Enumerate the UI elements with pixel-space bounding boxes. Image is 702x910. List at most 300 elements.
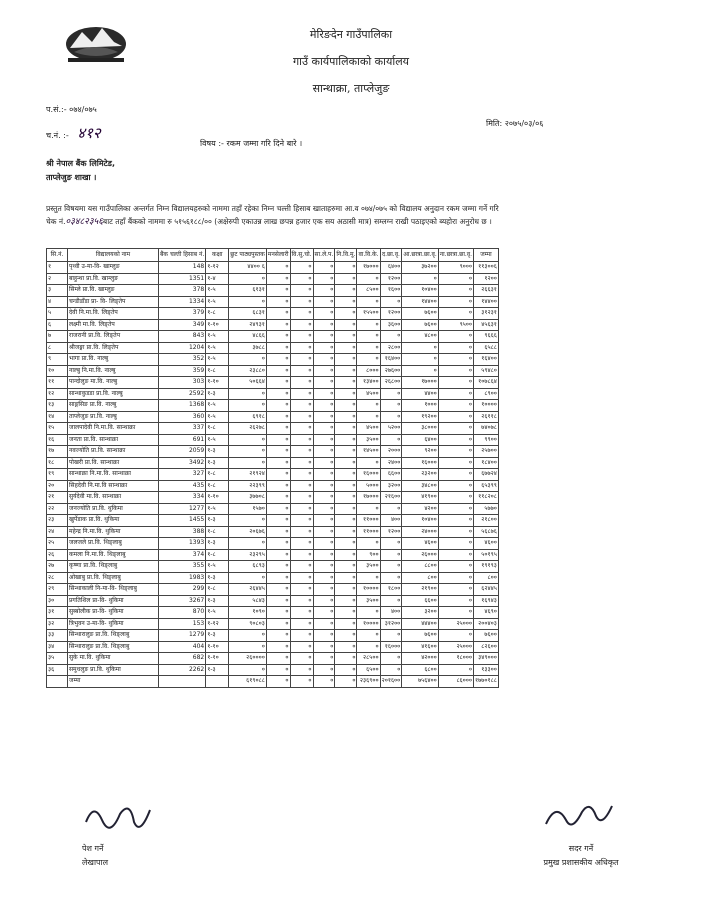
table-cell: ०	[357, 503, 380, 515]
table-cell: ०	[438, 400, 473, 412]
table-cell: ०	[266, 423, 290, 435]
table-cell: ०	[290, 515, 313, 527]
table-cell: ०	[335, 526, 357, 538]
table-cell: 327	[159, 469, 206, 481]
table-cell: ३४	[47, 641, 68, 653]
table-cell: ०	[313, 630, 335, 642]
table-cell: ६२४४५	[474, 584, 499, 596]
table-cell: ३७८८	[229, 342, 267, 354]
table-cell: 1279	[159, 630, 206, 642]
table-cell: ८८००	[402, 561, 438, 573]
table-cell: प्रगतिशिल प्रा-वि- थुकिमा	[68, 595, 159, 607]
table-cell: २५	[47, 538, 68, 550]
table-cell: ०	[438, 342, 473, 354]
table-cell: 153	[159, 618, 206, 630]
table-cell: ०	[357, 457, 380, 469]
table-row	[47, 446, 499, 458]
table-cell: १-३	[206, 630, 229, 642]
table-cell: ०	[335, 285, 357, 297]
table-cell: ४४००	[402, 388, 438, 400]
table-cell: ०	[266, 572, 290, 584]
left-sign-role2: लेखापाल	[82, 858, 109, 867]
table-cell: 1351	[159, 273, 206, 285]
table-row	[47, 538, 499, 550]
table-cell: ०	[290, 308, 313, 320]
table-cell: ६४००	[380, 262, 402, 274]
table-row	[47, 365, 499, 377]
table-cell: ०	[357, 354, 380, 366]
table-cell: ०	[380, 664, 402, 676]
chn-value: ४१२	[77, 124, 101, 142]
table-cell: ०	[335, 423, 357, 435]
table-cell: 148	[159, 262, 206, 274]
table-cell: १००००	[357, 584, 380, 596]
table-cell: ०	[357, 273, 380, 285]
accountant-signature	[80, 792, 160, 840]
table-cell: ७	[47, 331, 68, 343]
table-cell: 1393	[159, 538, 206, 550]
table-cell: ०	[313, 411, 335, 423]
table-cell: २१८००	[474, 515, 499, 527]
table-cell: ५९४८०	[474, 365, 499, 377]
table-cell: ०	[266, 664, 290, 676]
table-cell: खुर्पेडाक प्रा.वि. थुकिमा	[68, 515, 159, 527]
table-cell: ०	[290, 595, 313, 607]
table-cell: ०	[438, 549, 473, 561]
table-cell: ०	[229, 446, 267, 458]
table-cell: 2262	[159, 664, 206, 676]
table-cell: ०	[438, 388, 473, 400]
total-cell: ८६०००	[438, 676, 473, 688]
table-cell: १८४००	[474, 457, 499, 469]
table-cell: ०	[290, 285, 313, 297]
table-cell: ४६००	[402, 538, 438, 550]
table-cell: राजरानी प्रा.वि. लिङ्तेप	[68, 331, 159, 343]
table-row	[47, 595, 499, 607]
table-cell: ०	[313, 618, 335, 630]
column-header: बैंक चल्ती हिसाब नं.	[159, 249, 206, 262]
table-cell: ०	[335, 630, 357, 642]
table-cell: ०	[290, 446, 313, 458]
table-cell: ३२००	[402, 607, 438, 619]
table-cell: ०	[290, 319, 313, 331]
table-cell: १-१०	[206, 377, 229, 389]
table-cell: ०	[313, 526, 335, 538]
table-cell: १९१९३	[474, 561, 499, 573]
table-cell: २०	[47, 480, 68, 492]
table-cell: १३३००	[474, 664, 499, 676]
table-row	[47, 273, 499, 285]
table-cell: १-८	[206, 549, 229, 561]
right-sign-role1: सदर गर्ने	[568, 844, 594, 853]
table-cell: १-५	[206, 331, 229, 343]
table-cell: ०	[266, 561, 290, 573]
table-cell: ७६००	[402, 319, 438, 331]
office-location: सान्थाक्रा, ताप्लेजुङ	[312, 82, 390, 95]
table-cell: ०	[438, 515, 473, 527]
table-cell: ०	[266, 377, 290, 389]
table-cell: १-३	[206, 446, 229, 458]
table-cell: १-८	[206, 584, 229, 596]
table-cell: ०	[313, 595, 335, 607]
table-cell: ०	[266, 503, 290, 515]
table-cell: चन्डीडाँडा प्रा- वि- लिङ्तेप	[68, 296, 159, 308]
table-cell: ०	[266, 492, 290, 504]
table-cell: ०	[290, 365, 313, 377]
table-row	[47, 319, 499, 331]
table-row	[47, 354, 499, 366]
table-cell: ०	[313, 641, 335, 653]
table-cell: ०	[266, 653, 290, 665]
table-cell: ०	[357, 607, 380, 619]
total-cell: ६१९०८८	[229, 676, 267, 688]
table-cell: ०	[266, 526, 290, 538]
table-cell: १-४	[206, 273, 229, 285]
table-cell: २१	[47, 492, 68, 504]
table-cell: ०	[290, 354, 313, 366]
table-cell: 1368	[159, 400, 206, 412]
column-header: वा.वि.के.	[357, 249, 380, 262]
table-cell: ०	[313, 561, 335, 573]
table-cell: ४२००	[402, 503, 438, 515]
column-header: द.छा.वृ.	[380, 249, 402, 262]
table-row	[47, 342, 499, 354]
table-cell: ०	[380, 400, 402, 412]
table-cell: ४४४००	[402, 618, 438, 630]
org-name: मेरिङदेन गाउँपालिका	[309, 28, 393, 41]
table-cell: ०	[335, 607, 357, 619]
table-cell: १२	[47, 388, 68, 400]
table-cell: ०	[290, 480, 313, 492]
table-cell: ०	[438, 377, 473, 389]
table-cell: ३१२००	[380, 618, 402, 630]
table-cell: ४१६००	[402, 641, 438, 653]
table-cell: ०	[335, 308, 357, 320]
table-cell: सिम्ले प्रा.वि. खाम्लुङ	[68, 285, 159, 297]
table-cell: २६०००	[402, 549, 438, 561]
table-cell: 352	[159, 354, 206, 366]
table-cell: ९००	[357, 549, 380, 561]
table-cell: ०	[229, 273, 267, 285]
table-cell: ०	[438, 572, 473, 584]
table-cell: १९	[47, 469, 68, 481]
recipient-block	[46, 157, 115, 185]
table-cell: १-५	[206, 411, 229, 423]
table-cell: ३५००	[357, 561, 380, 573]
table-cell: २	[47, 273, 68, 285]
table-cell: ०	[335, 262, 357, 274]
table-cell: ०	[402, 273, 438, 285]
table-cell: १०७८६४	[474, 377, 499, 389]
total-cell	[47, 676, 68, 688]
table-cell: १६०००	[357, 469, 380, 481]
table-cell: पान्दोलुङ मा.वि. नाल्बु	[68, 377, 159, 389]
table-cell: २५०००	[438, 618, 473, 630]
table-cell: ६६००	[380, 469, 402, 481]
body-para2-rest: बाट तहाँ बैंकको नाममा रु ५१५६१८८/०० (अक्षेरुपी एकाउन्न लाख छपन्न हजार एक सय अठासी मात्र) सम्लग्न राखी पठाइएको ब्यहोरा अनुरोध छ ।	[102, 217, 492, 226]
table-cell: ०	[313, 469, 335, 481]
table-cell: ०	[335, 653, 357, 665]
table-cell: ०	[266, 331, 290, 343]
table-row	[47, 641, 499, 653]
table-cell: १०००	[402, 400, 438, 412]
table-cell: ०	[335, 273, 357, 285]
table-cell: ०	[266, 262, 290, 274]
table-row	[47, 377, 499, 389]
chn-label: च.नं. :-	[46, 131, 69, 140]
table-cell: ०	[335, 388, 357, 400]
table-cell: ०	[335, 503, 357, 515]
table-cell: ०	[335, 434, 357, 446]
table-cell: ३४९०००	[474, 653, 499, 665]
table-cell: ०	[313, 457, 335, 469]
table-cell: ०	[438, 308, 473, 320]
column-header: सा.ले.प.	[313, 249, 335, 262]
table-cell: ६५८८	[474, 342, 499, 354]
right-sign-role2: प्रमुख प्रशासकीय अधिकृत	[543, 858, 619, 867]
column-header: जम्मा	[474, 249, 499, 262]
table-cell: १६४००	[474, 354, 499, 366]
table-cell: २१६००	[380, 492, 402, 504]
table-cell: १-१०	[206, 492, 229, 504]
table-cell: 1983	[159, 572, 206, 584]
table-cell: १-८	[206, 365, 229, 377]
table-cell: ४५००	[357, 388, 380, 400]
column-header: कक्षा	[206, 249, 229, 262]
table-cell: ०	[438, 285, 473, 297]
table-cell: १-३	[206, 572, 229, 584]
table-cell: 360	[159, 411, 206, 423]
table-cell: १८००	[380, 584, 402, 596]
table-cell: २४०००	[402, 526, 438, 538]
table-cell: ०	[313, 308, 335, 320]
table-cell: ८०००	[357, 365, 380, 377]
table-cell: ०	[290, 262, 313, 274]
table-cell: ३२	[47, 618, 68, 630]
table-cell: कृष्णा प्रा.वि. थिङ्लाबु	[68, 561, 159, 573]
table-cell: जनता प्रा.वि. सान्थाक्रा	[68, 434, 159, 446]
table-cell: जलजले प्रा.वि. थिङ्लाबु	[68, 538, 159, 550]
table-cell: सुके मा.वि. थुकिमा	[68, 653, 159, 665]
table-cell: १-१०	[206, 641, 229, 653]
table-cell: ०	[438, 630, 473, 642]
table-cell: २४००	[380, 457, 402, 469]
table-cell: १६०००	[402, 457, 438, 469]
table-cell: भागा प्रा.वि. नाल्बु	[68, 354, 159, 366]
table-cell: 3267	[159, 595, 206, 607]
table-cell: १२००	[380, 526, 402, 538]
table-cell: २६२७८	[229, 423, 267, 435]
table-cell: ०	[266, 538, 290, 550]
table-cell: ७६००	[474, 630, 499, 642]
table-cell: ०	[290, 503, 313, 515]
table-cell: ०	[266, 354, 290, 366]
table-total-row	[47, 676, 499, 688]
table-cell: ३१	[47, 607, 68, 619]
table-cell: १२००	[380, 308, 402, 320]
table-cell: ०	[313, 377, 335, 389]
table-cell: ०	[438, 561, 473, 573]
table-cell: ०	[357, 296, 380, 308]
table-cell: १७०००	[357, 492, 380, 504]
table-cell: १-५	[206, 342, 229, 354]
table-row	[47, 561, 499, 573]
table-cell: ३६	[47, 664, 68, 676]
table-cell: १-५	[206, 607, 229, 619]
table-row	[47, 572, 499, 584]
table-cell: सान्थाकुडडा प्रा.वि. नाल्बु	[68, 388, 159, 400]
table-cell: ०	[357, 538, 380, 550]
table-cell: ०	[438, 469, 473, 481]
table-cell: १०	[47, 365, 68, 377]
table-cell: ०	[335, 365, 357, 377]
table-cell: ४५६३१	[474, 319, 499, 331]
table-cell: ६७७२४	[474, 469, 499, 481]
table-cell: २७	[47, 561, 68, 573]
table-cell: १७०००	[402, 377, 438, 389]
table-cell: ३५००	[357, 595, 380, 607]
table-cell: नवज्योति प्रा.वि. सान्थाक्रा	[68, 446, 159, 458]
table-row	[47, 434, 499, 446]
table-cell: ०	[402, 342, 438, 354]
table-cell: १-३	[206, 515, 229, 527]
table-cell: ०	[438, 503, 473, 515]
table-cell: ०	[357, 331, 380, 343]
letter-date: मिति: २०७५/०३/०६	[486, 119, 544, 128]
table-cell: पृथ्वी उ-मा-वि- खाम्लुङ	[68, 262, 159, 274]
column-header: मनसेलारी	[266, 249, 290, 262]
table-cell: २०००	[380, 446, 402, 458]
table-cell: ०	[290, 526, 313, 538]
table-cell: ४००	[380, 515, 402, 527]
recipient-line2: ताप्लेजुङ शाखा ।	[46, 173, 97, 182]
total-cell: ०	[313, 676, 335, 688]
table-cell: ५२००	[380, 423, 402, 435]
table-cell: ४८००	[402, 331, 438, 343]
table-cell: ५७७०	[474, 503, 499, 515]
table-cell: 843	[159, 331, 206, 343]
table-cell: १७	[47, 446, 68, 458]
table-cell: ०	[313, 549, 335, 561]
table-cell: 337	[159, 423, 206, 435]
table-cell: १-८	[206, 526, 229, 538]
table-cell: ०	[266, 595, 290, 607]
table-cell: ६१३१	[229, 285, 267, 297]
table-cell: ०	[266, 308, 290, 320]
table-cell: 378	[159, 285, 206, 297]
table-cell: १६०००	[380, 641, 402, 653]
table-cell: ०	[266, 411, 290, 423]
table-cell: ०	[229, 457, 267, 469]
table-cell: ०	[313, 262, 335, 274]
table-cell: ०	[335, 457, 357, 469]
table-row	[47, 331, 499, 343]
table-cell: १-५	[206, 561, 229, 573]
table-cell: २६००००	[229, 653, 267, 665]
table-cell: सुर्यदेवी मा.वि. सान्थाक्रा	[68, 492, 159, 504]
table-cell: 1277	[159, 503, 206, 515]
table-cell: १६००	[380, 285, 402, 297]
total-cell: ७५६४००	[402, 676, 438, 688]
table-cell: ०	[229, 572, 267, 584]
table-cell: बाहुन्था प्रा.वि. खाम्लुङ	[68, 273, 159, 285]
table-cell: ०	[266, 446, 290, 458]
table-cell: सिन्थाकाली नि-मा-वि- थिङ्लाबु	[68, 584, 159, 596]
table-cell: २३८८०	[229, 365, 267, 377]
table-cell: १८	[47, 457, 68, 469]
table-cell: २३२००	[402, 469, 438, 481]
table-cell: ०	[313, 400, 335, 412]
total-cell: ०	[266, 676, 290, 688]
table-cell: १००००	[474, 400, 499, 412]
table-cell: ०	[335, 515, 357, 527]
table-cell: ०	[266, 515, 290, 527]
table-cell: १-५	[206, 400, 229, 412]
table-cell: ०	[313, 296, 335, 308]
table-cell: ०	[335, 572, 357, 584]
right-signature-block	[526, 842, 636, 870]
table-cell: २४९३१	[229, 319, 267, 331]
table-cell: ८२६००	[474, 641, 499, 653]
table-cell: ४६००	[474, 538, 499, 550]
table-cell: १-८	[206, 423, 229, 435]
table-cell: ०	[290, 607, 313, 619]
table-cell: ०	[313, 653, 335, 665]
table-cell: 334	[159, 492, 206, 504]
table-cell: सिन्थारालुङ प्रा.वि. थिङ्लाबु	[68, 641, 159, 653]
table-cell: 1204	[159, 342, 206, 354]
table-cell: ०	[357, 319, 380, 331]
table-cell: १	[47, 262, 68, 274]
table-cell: ०	[335, 480, 357, 492]
table-cell: ०	[380, 572, 402, 584]
table-cell: १-८	[206, 308, 229, 320]
table-cell: ०	[266, 273, 290, 285]
table-cell: ४००	[380, 607, 402, 619]
table-cell: १४४००	[474, 296, 499, 308]
table-cell: ०	[290, 457, 313, 469]
table-cell: ४६९०	[474, 607, 499, 619]
table-cell: श्रीजङ्गा प्रा.वि. लिङ्तेप	[68, 342, 159, 354]
table-cell: ०	[335, 641, 357, 653]
table-cell: १०४००	[402, 515, 438, 527]
table-row	[47, 515, 499, 527]
table-cell: २८	[47, 572, 68, 584]
table-cell: ०	[266, 319, 290, 331]
table-cell: ०	[290, 434, 313, 446]
table-cell: नाल्बु नि.मा.वि. नाल्बु	[68, 365, 159, 377]
table-cell: ३५००	[357, 434, 380, 446]
table-cell: ०	[380, 549, 402, 561]
column-header: विद्यालयको नाम	[68, 249, 159, 262]
table-cell: 349	[159, 319, 206, 331]
table-row	[47, 308, 499, 320]
table-cell: ०	[438, 434, 473, 446]
cheque-number: ०३४८२३५६	[65, 217, 103, 227]
table-cell: ०	[290, 377, 313, 389]
table-row	[47, 607, 499, 619]
table-cell: १२००	[380, 273, 402, 285]
table-cell: समुधलुङ प्रा.वि. थुकिमा	[68, 664, 159, 676]
table-cell: ०	[313, 664, 335, 676]
table-cell: ९२००	[402, 446, 438, 458]
table-cell: ०	[290, 561, 313, 573]
table-row	[47, 262, 499, 274]
table-cell: ७४०७८	[474, 423, 499, 435]
table-cell: ०	[313, 446, 335, 458]
table-cell: सिहदेवी नि.मा.वि सान्थाक्रा	[68, 480, 159, 492]
table-cell: २४	[47, 526, 68, 538]
